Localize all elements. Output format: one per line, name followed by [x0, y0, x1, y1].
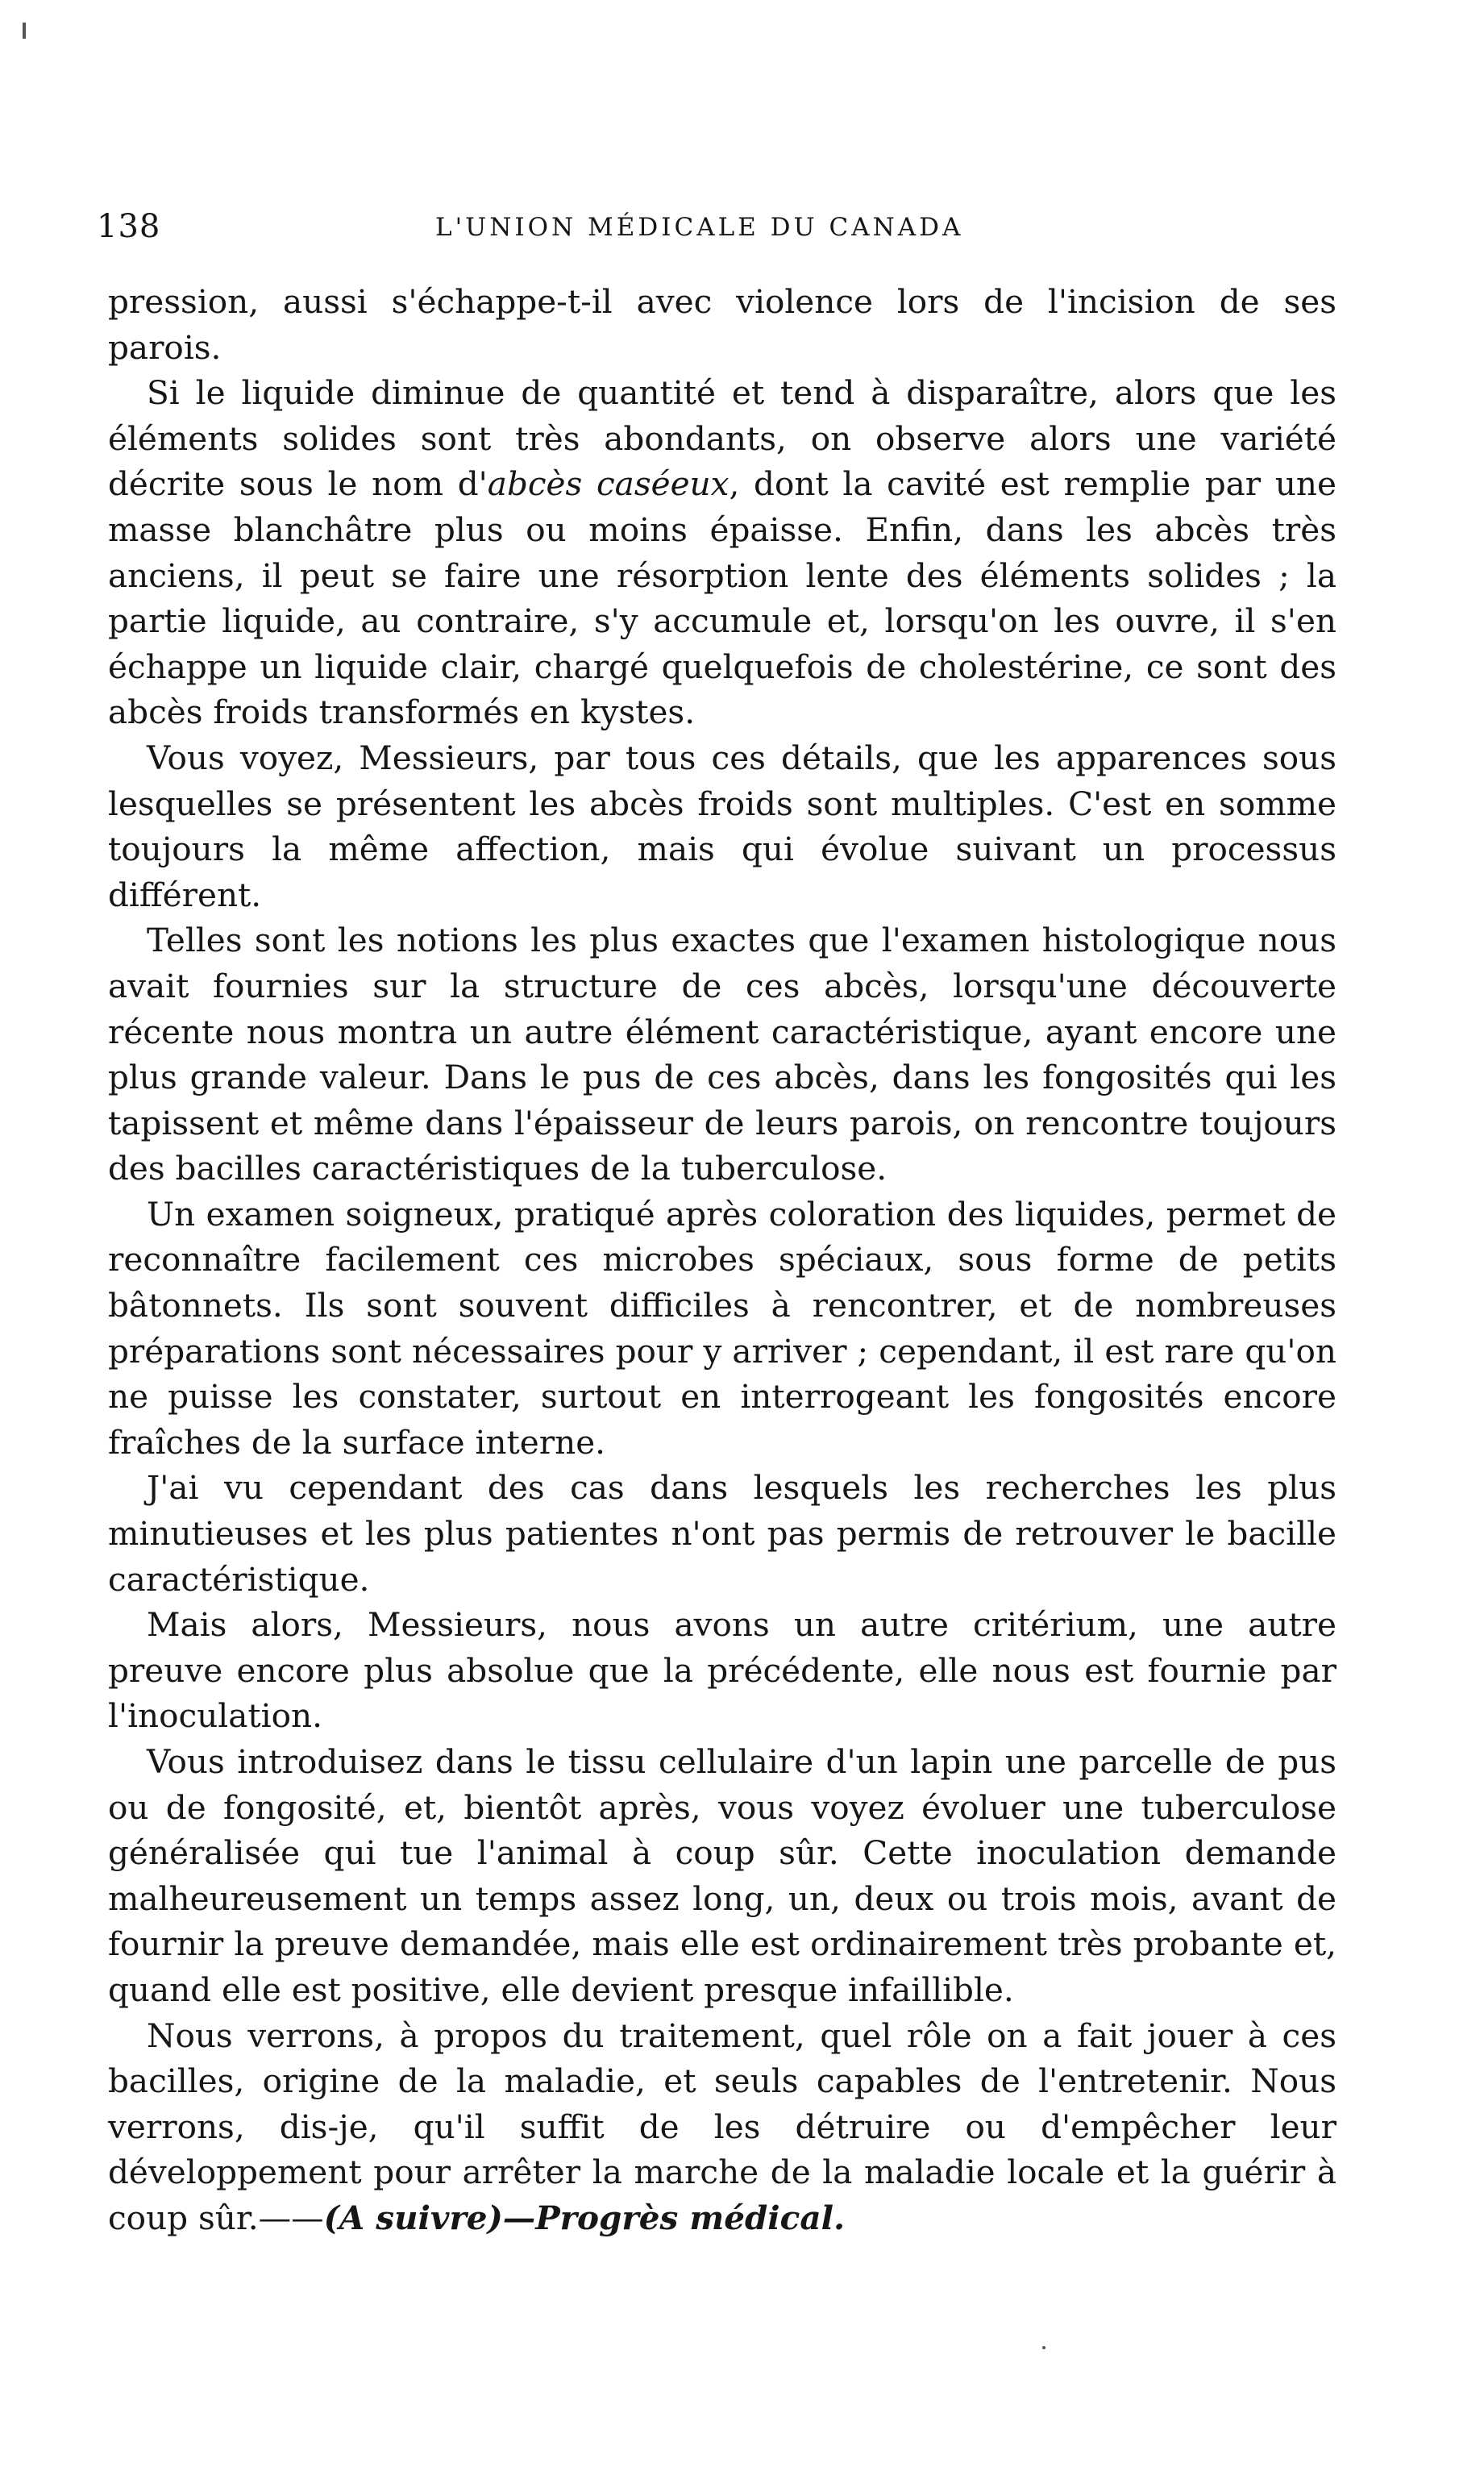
paragraph: J'ai vu cependant des cas dans lesquels les recherches les plus minutieuses et les plus patientes n'ont pas permis de retrouver le bacille caractéristique.	[108, 1468, 1336, 1599]
paragraph: Nous verrons, à propos du traitement, quel rôle on a fait jouer à ces bacilles, origine de la maladie, et seuls capables de l'entretenir. Nous verrons, dis-je, qu'il suffit de les détruire ou d'empêcher leur développement pour arrêter la marche de la maladie locale et la guérir à coup sûr.——(A suivre)—Progrès médical.	[108, 2016, 1336, 2237]
source-note: (A suivre)—Progrès médical.	[323, 2198, 846, 2237]
page-number: 138	[97, 208, 161, 245]
paragraph: Vous introduisez dans le tissu cellulaire d'un lapin une parcelle de pus ou de fongosité, et, bientôt après, vous voyez évoluer une tuberculose généralisée qui tue l'animal à coup sûr. Cette inoculation demande malheureusement un temps assez long, un, deux ou trois mois, avant de fournir la preuve demandée, mais elle est ordinairement très probante et, quand elle est positive, elle devient presque infaillible.	[108, 1742, 1336, 2009]
paragraph: Vous voyez, Messieurs, par tous ces détails, que les apparences sous lesquelles se présentent les abcès froids sont multiples. C'est en somme toujours la même affection, mais qui évolue suivant un processus différent.	[108, 738, 1336, 914]
running-head	[97, 206, 1346, 247]
paragraph: pression, aussi s'échappe-t-il avec violence lors de l'incision de ses parois.	[108, 282, 1336, 367]
print-speck	[1042, 2346, 1045, 2349]
paragraph: Mais alors, Messieurs, nous avons un autre critérium, une autre preuve encore plus absolue que la précédente, elle nous est fournie par l'inoculation.	[108, 1605, 1336, 1736]
paragraph: Si le liquide diminue de quantité et tend à disparaître, alors que les éléments solides sont très abondants, on observe alors une variété décrite sous le nom d'abcès caséeux, dont la cavité est remplie par une masse blanchâtre plus ou moins épaisse. Enfin, dans les abcès très anciens, il peut se faire une résorption lente des éléments solides ; la partie liquide, au contraire, s'y accumule et, lorsqu'on les ouvre, il s'en échappe un liquide clair, chargé quelquefois de cholestérine, ce sont des abcès froids transformés en kystes.	[108, 373, 1336, 732]
journal-title: L'UNION MÉDICALE DU CANADA	[435, 213, 964, 242]
margin-mark	[23, 23, 26, 39]
italic-term: abcès caséeux	[487, 464, 730, 504]
article-body	[108, 279, 1336, 2241]
paragraph: Un examen soigneux, pratiqué après coloration des liquides, permet de reconnaître facilement ces microbes spéciaux, sous forme de petits bâtonnets. Ils sont souvent difficiles à rencontrer, et de nombreuses préparations sont nécessaires pour y arriver ; cependant, il est rare qu'on ne puisse les constater, surtout en interrogeant les fongosités encore fraîches de la surface interne.	[108, 1194, 1336, 1462]
paragraph: Telles sont les notions les plus exactes que l'examen histologique nous avait fournies sur la structure de ces abcès, lorsqu'une découverte récente nous montra un autre élément caractéristique, ayant encore une plus grande valeur. Dans le pus de ces abcès, dans les fongosités qui les tapissent et même dans l'épaisseur de leurs parois, on rencontre toujours des bacilles caractéristiques de la tuberculose.	[108, 921, 1336, 1188]
